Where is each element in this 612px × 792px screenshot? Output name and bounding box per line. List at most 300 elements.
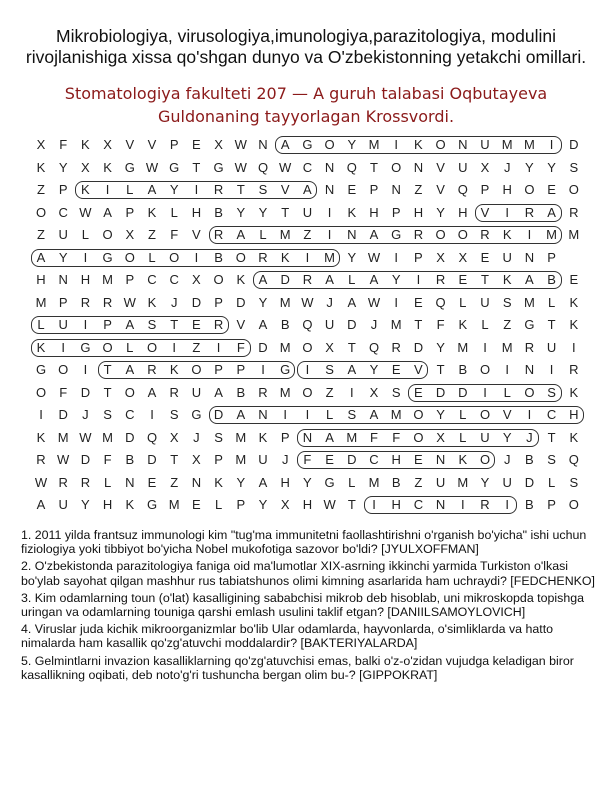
- grid-letter: N: [125, 474, 135, 490]
- grid-letter: I: [394, 249, 398, 265]
- grid-letter: T: [347, 497, 356, 512]
- grid-letter: D: [80, 452, 91, 467]
- grid-letter: I: [261, 362, 265, 377]
- grid-letter: R: [36, 452, 46, 467]
- grid-letter: R: [213, 317, 224, 332]
- grid-letter: K: [569, 294, 579, 310]
- grid-letter: A: [258, 272, 268, 287]
- grid-letter: I: [394, 137, 398, 152]
- grid-letter: S: [258, 182, 268, 197]
- grid-letter: G: [213, 159, 224, 175]
- grid-letter: B: [214, 204, 223, 220]
- grid-letter: O: [324, 137, 335, 152]
- grid-letter: U: [480, 137, 490, 152]
- grid-letter: K: [502, 272, 512, 287]
- grid-letter: M: [501, 339, 513, 355]
- grid-letter: I: [83, 249, 88, 265]
- grid-letter: D: [524, 474, 535, 490]
- grid-letter: M: [546, 227, 558, 242]
- grid-letter: U: [502, 474, 512, 490]
- grid-letter: R: [169, 384, 179, 400]
- grid-letter: R: [480, 497, 490, 512]
- grid-letter: G: [146, 497, 158, 512]
- grid-letter: O: [302, 339, 313, 355]
- grid-letter: W: [123, 294, 136, 310]
- grid-letter: O: [235, 249, 246, 265]
- grid-letter: V: [436, 182, 445, 197]
- grid-letter: U: [502, 249, 512, 265]
- grid-letter: K: [236, 272, 246, 287]
- grid-letter: A: [525, 272, 534, 287]
- grid-letter: S: [391, 384, 401, 400]
- grid-letter: L: [348, 474, 356, 490]
- grid-letter: I: [505, 497, 509, 512]
- grid-letter: K: [125, 497, 135, 512]
- grid-letter: C: [369, 452, 379, 467]
- grid-letter: E: [391, 362, 401, 377]
- grid-letter: V: [502, 407, 512, 422]
- grid-letter: J: [326, 294, 333, 310]
- grid-letter: Z: [37, 227, 45, 242]
- grid-letter: P: [125, 204, 135, 220]
- grid-letter: E: [192, 137, 201, 152]
- grid-letter: A: [547, 204, 556, 220]
- grid-letter: T: [347, 339, 356, 355]
- grid-letter: P: [391, 204, 401, 220]
- grid-letter: O: [102, 339, 113, 355]
- grid-letter: V: [236, 317, 246, 332]
- grid-letter: I: [505, 204, 509, 220]
- grid-letter: Z: [170, 474, 179, 490]
- grid-letter: D: [80, 384, 91, 400]
- grid-letter: A: [147, 384, 157, 400]
- grid-letter: B: [125, 452, 135, 467]
- grid-letter: K: [147, 204, 157, 220]
- grid-letter: E: [192, 317, 201, 332]
- grid-letter: T: [103, 384, 112, 400]
- grid-letter: K: [81, 182, 90, 197]
- grid-letter: J: [526, 429, 533, 445]
- grid-letter: U: [58, 497, 68, 512]
- question-2: 2. O'zbekistonda parazitologiya faniga oid ma'lumotlar XIX-asrning ikkinchi yarmida Turkiston o'lkasi bo'ylab sayohat qilgan mashhur rus tabiatshunos olimi kimning asarlarida ham uchraydi? [FEDCHENKO]: [21, 559, 595, 588]
- grid-letter: J: [170, 294, 178, 310]
- grid-letter: A: [369, 407, 379, 422]
- grid-letter: Q: [346, 159, 357, 175]
- grid-letter: L: [259, 227, 267, 242]
- grid-letter: S: [547, 452, 556, 467]
- found-word-box: [209, 226, 562, 244]
- grid-letter: E: [414, 294, 423, 310]
- grid-letter: I: [194, 249, 199, 265]
- grid-letter: H: [302, 497, 313, 512]
- grid-letter: Y: [258, 497, 268, 512]
- grid-letter: Z: [303, 227, 312, 242]
- grid-letter: M: [235, 452, 247, 467]
- grid-letter: F: [392, 429, 401, 445]
- grid-letter: O: [35, 204, 47, 220]
- grid-letter: O: [124, 384, 135, 400]
- grid-letter: N: [435, 452, 446, 467]
- grid-letter: Z: [414, 182, 423, 197]
- grid-letter: D: [435, 384, 446, 400]
- grid-letter: O: [435, 137, 446, 152]
- grid-letter: B: [525, 497, 534, 512]
- grid-letter: W: [145, 159, 159, 175]
- grid-letter: Q: [435, 294, 446, 310]
- grid-letter: P: [103, 317, 112, 332]
- grid-letter: S: [325, 362, 334, 377]
- grid-letter: C: [125, 407, 135, 422]
- grid-letter: W: [234, 137, 247, 152]
- grid-letter: Y: [436, 339, 445, 355]
- grid-letter: P: [236, 497, 246, 512]
- grid-letter: U: [546, 339, 557, 355]
- grid-letter: G: [391, 227, 402, 242]
- grid-letter: O: [124, 249, 135, 265]
- grid-letter: T: [547, 429, 556, 445]
- grid-letter: S: [147, 317, 157, 332]
- grid-letter: E: [325, 452, 334, 467]
- grid-letter: Y: [347, 249, 357, 265]
- grid-letter: Y: [303, 474, 312, 490]
- question-4: 4. Viruslar juda kichik mikroorganizmlar bo'lib Ular odamlarda, hayvonlarda, o'simliklarda va hatto nimalarda ham kasallik qo'zg'atuvchi moddalardir? [BAKTERIYALARDA]: [21, 622, 554, 651]
- grid-letter: K: [569, 429, 579, 445]
- grid-letter: E: [414, 452, 423, 467]
- grid-letter: Y: [236, 204, 246, 220]
- grid-letter: Q: [146, 429, 158, 445]
- grid-letter: L: [126, 339, 134, 355]
- grid-letter: I: [394, 294, 398, 310]
- grid-letter: O: [524, 384, 535, 400]
- grid-letter: X: [81, 159, 90, 175]
- grid-letter: T: [481, 272, 489, 287]
- grid-letter: U: [191, 384, 202, 400]
- grid-letter: F: [103, 452, 112, 467]
- grid-letter: R: [569, 204, 579, 220]
- grid-letter: R: [413, 227, 424, 242]
- found-word-box: [98, 361, 296, 379]
- grid-letter: P: [414, 249, 423, 265]
- grid-letter: N: [258, 407, 268, 422]
- grid-letter: M: [168, 497, 180, 512]
- grid-letter: I: [549, 362, 554, 377]
- grid-letter: A: [280, 137, 290, 152]
- grid-letter: U: [458, 159, 468, 175]
- grid-letter: A: [125, 362, 135, 377]
- grid-letter: A: [236, 227, 246, 242]
- grid-letter: Y: [436, 204, 445, 220]
- grid-letter: E: [192, 497, 201, 512]
- grid-letter: Y: [347, 137, 357, 152]
- grid-letter: J: [370, 317, 378, 332]
- grid-letter: T: [547, 317, 556, 332]
- grid-letter: S: [214, 429, 223, 445]
- grid-letter: R: [147, 362, 157, 377]
- grid-letter: O: [58, 362, 69, 377]
- grid-letter: S: [347, 407, 357, 422]
- grid-letter: Y: [436, 407, 445, 422]
- found-word-box: [364, 496, 517, 514]
- grid-letter: O: [191, 362, 202, 377]
- grid-letter: L: [459, 429, 467, 445]
- grid-letter: L: [348, 272, 356, 287]
- found-word-box: [253, 271, 562, 289]
- grid-letter: O: [102, 227, 113, 242]
- grid-letter: L: [459, 407, 467, 422]
- grid-letter: M: [568, 227, 580, 242]
- grid-letter: X: [369, 384, 379, 400]
- found-word-box: [408, 384, 561, 402]
- grid-letter: K: [214, 474, 223, 490]
- grid-letter: V: [125, 137, 135, 152]
- grid-letter: H: [391, 452, 401, 467]
- grid-letter: O: [479, 452, 491, 467]
- grid-letter: Z: [503, 317, 512, 332]
- grid-letter: G: [102, 249, 113, 265]
- grid-letter: N: [413, 159, 424, 175]
- found-word-box: [297, 429, 539, 447]
- grid-letter: H: [502, 182, 512, 197]
- grid-letter: Z: [192, 339, 201, 355]
- grid-letter: N: [524, 249, 535, 265]
- grid-letter: I: [349, 384, 354, 400]
- grid-letter: Z: [414, 474, 423, 490]
- grid-letter: R: [569, 362, 579, 377]
- grid-letter: A: [347, 294, 357, 310]
- grid-letter: I: [571, 339, 576, 355]
- grid-letter: K: [414, 137, 423, 152]
- grid-letter: U: [258, 452, 268, 467]
- grid-letter: B: [236, 384, 246, 400]
- found-word-box: [275, 136, 561, 154]
- grid-letter: W: [79, 204, 92, 220]
- grid-letter: X: [480, 159, 490, 175]
- grid-letter: K: [569, 317, 579, 332]
- grid-letter: J: [281, 452, 289, 467]
- grid-letter: N: [458, 137, 468, 152]
- grid-letter: B: [525, 452, 534, 467]
- grid-letter: F: [436, 317, 445, 332]
- grid-letter: N: [302, 429, 313, 445]
- grid-letter: P: [125, 272, 135, 287]
- grid-letter: O: [524, 182, 535, 197]
- grid-letter: Y: [258, 294, 268, 310]
- grid-letter: Y: [480, 474, 490, 490]
- grid-letter: H: [102, 497, 113, 512]
- grid-letter: I: [527, 407, 532, 422]
- grid-letter: I: [483, 339, 487, 355]
- grid-letter: O: [435, 227, 446, 242]
- grid-letter: Y: [258, 204, 268, 220]
- grid-letter: Z: [148, 227, 156, 242]
- grid-letter: I: [150, 407, 154, 422]
- grid-letter: P: [214, 294, 223, 310]
- grid-letter: E: [547, 182, 556, 197]
- grid-letter: R: [524, 339, 535, 355]
- grid-letter: I: [416, 272, 421, 287]
- grid-letter: V: [192, 227, 201, 242]
- grid-letter: D: [413, 339, 424, 355]
- grid-letter: A: [258, 474, 268, 490]
- grid-letter: N: [258, 137, 268, 152]
- grid-letter: S: [502, 294, 512, 310]
- grid-letter: H: [36, 272, 46, 287]
- grid-letter: D: [125, 429, 135, 445]
- grid-letter: K: [36, 429, 46, 445]
- grid-letter: O: [413, 407, 424, 422]
- grid-letter: D: [458, 384, 468, 400]
- grid-letter: H: [369, 204, 379, 220]
- grid-letter: M: [457, 474, 469, 490]
- grid-letter: H: [280, 474, 290, 490]
- grid-letter: K: [258, 429, 268, 445]
- grid-letter: W: [79, 429, 92, 445]
- grid-letter: X: [325, 339, 334, 355]
- grid-letter: L: [503, 384, 511, 400]
- grid-letter: D: [147, 452, 157, 467]
- grid-letter: N: [191, 474, 202, 490]
- grid-letter: O: [391, 159, 402, 175]
- grid-letter: M: [35, 294, 47, 310]
- grid-letter: B: [214, 249, 223, 265]
- grid-letter: A: [369, 227, 379, 242]
- grid-letter: G: [191, 407, 202, 422]
- grid-letter: K: [169, 362, 179, 377]
- grid-letter: C: [58, 204, 68, 220]
- grid-letter: L: [170, 204, 178, 220]
- grid-letter: M: [390, 407, 402, 422]
- grid-letter: T: [370, 159, 378, 175]
- grid-letter: S: [103, 407, 112, 422]
- grid-letter: A: [347, 362, 357, 377]
- grid-letter: Y: [369, 362, 379, 377]
- grid-letter: P: [58, 294, 68, 310]
- grid-letter: G: [124, 159, 135, 175]
- grid-letter: M: [235, 429, 247, 445]
- grid-letter: I: [505, 362, 509, 377]
- found-word-box: [209, 406, 584, 424]
- grid-letter: I: [61, 339, 65, 355]
- grid-letter: L: [148, 249, 156, 265]
- grid-letter: Y: [58, 249, 68, 265]
- grid-letter: W: [279, 159, 292, 175]
- grid-letter: I: [305, 249, 310, 265]
- grid-letter: A: [103, 204, 112, 220]
- grid-letter: I: [372, 497, 376, 512]
- grid-letter: W: [34, 474, 48, 490]
- grid-letter: P: [58, 182, 68, 197]
- grid-letter: N: [524, 362, 535, 377]
- grid-letter: I: [39, 407, 43, 422]
- grid-letter: F: [370, 429, 378, 445]
- grid-letter: M: [279, 294, 291, 310]
- grid-letter: R: [480, 227, 490, 242]
- grid-letter: W: [367, 249, 381, 265]
- grid-letter: A: [36, 249, 46, 265]
- question-1: 1. 2011 yilda frantsuz immunologi kim "tug'ma immunitetni faollashtirishni o'rganish bo'yicha" ishi uchun fiziologiya yoki tibbiyot bo'yicha Nobel mukofotiga sazovor bo'ldi? [JYULXOFFMAN]: [21, 528, 587, 557]
- grid-letter: O: [413, 429, 424, 445]
- grid-letter: J: [503, 159, 511, 175]
- grid-letter: I: [460, 497, 465, 512]
- grid-letter: M: [457, 339, 469, 355]
- grid-letter: X: [436, 429, 445, 445]
- grid-letter: S: [547, 384, 556, 400]
- grid-letter: X: [125, 227, 135, 242]
- grid-letter: B: [458, 362, 468, 377]
- grid-letter: L: [481, 317, 489, 332]
- grid-letter: N: [324, 159, 335, 175]
- grid-letter: H: [80, 272, 91, 287]
- grid-letter: U: [480, 294, 490, 310]
- grid-letter: H: [391, 497, 401, 512]
- grid-letter: L: [81, 227, 89, 242]
- grid-letter: K: [502, 227, 512, 242]
- grid-letter: X: [103, 137, 112, 152]
- grid-letter: G: [324, 474, 335, 490]
- grid-letter: C: [147, 272, 157, 287]
- grid-letter: M: [368, 474, 380, 490]
- grid-letter: M: [279, 227, 291, 242]
- grid-letter: T: [170, 452, 179, 467]
- question-5: 5. Gelmintlarni invazion kasalliklarning qo'zg'atuvchisi emas, balki o'z-o'zidan vujudga keladigan biror kasallikning oqibati, deb noto'g'ri tushuncha bergan olim bu-? [GIPPOKRAT]: [21, 653, 574, 682]
- grid-letter: V: [480, 204, 490, 220]
- grid-letter: M: [279, 384, 291, 400]
- grid-letter: Q: [568, 452, 579, 467]
- grid-letter: S: [169, 407, 179, 422]
- grid-letter: Y: [502, 429, 512, 445]
- found-word-box: [297, 361, 428, 379]
- grid-letter: K: [103, 159, 112, 175]
- grid-letter: E: [569, 272, 579, 287]
- grid-letter: P: [547, 249, 556, 265]
- grid-letter: U: [324, 317, 335, 332]
- grid-letter: Y: [525, 159, 534, 175]
- grid-letter: Z: [37, 182, 45, 197]
- grid-letter: Y: [81, 497, 90, 512]
- grid-letter: B: [280, 317, 290, 332]
- grid-letter: I: [305, 407, 310, 422]
- grid-letter: A: [147, 182, 157, 197]
- grid-letter: E: [458, 272, 468, 287]
- grid-letter: M: [102, 429, 114, 445]
- grid-letter: I: [283, 407, 287, 422]
- grid-letter: Y: [58, 159, 68, 175]
- grid-letter: F: [303, 452, 312, 467]
- grid-letter: P: [236, 362, 246, 377]
- grid-letter: I: [305, 362, 310, 377]
- grid-letter: X: [169, 429, 179, 445]
- grid-letter: X: [436, 249, 445, 265]
- grid-letter: Y: [236, 474, 246, 490]
- grid-letter: F: [236, 339, 245, 355]
- grid-letter: A: [36, 497, 46, 512]
- grid-letter: K: [36, 339, 46, 355]
- grid-letter: R: [302, 272, 313, 287]
- grid-letter: I: [549, 137, 554, 152]
- grid-letter: O: [479, 407, 491, 422]
- grid-letter: O: [302, 384, 313, 400]
- grid-letter: D: [258, 339, 268, 355]
- grid-letter: O: [146, 339, 158, 355]
- grid-letter: D: [347, 452, 357, 467]
- grid-letter: T: [103, 362, 112, 377]
- grid-letter: H: [458, 204, 468, 220]
- grid-letter: M: [324, 249, 336, 265]
- grid-letter: G: [280, 362, 291, 377]
- found-word-box: [75, 181, 317, 199]
- grid-letter: M: [346, 429, 358, 445]
- grid-letter: L: [214, 497, 223, 512]
